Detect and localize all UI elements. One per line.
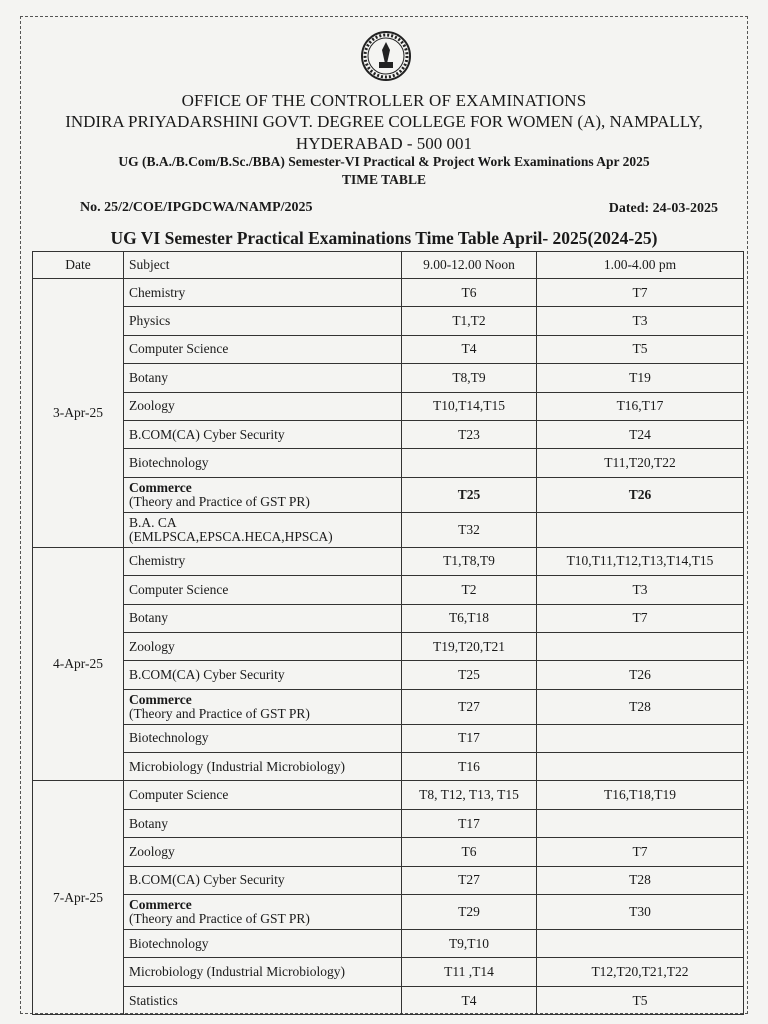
afternoon-tables-cell: T3 [537,307,744,335]
subject-cell [124,895,402,930]
afternoon-tables-cell: T19 [537,364,744,392]
subject-cell [124,689,402,724]
morning-tables-cell: T16 [402,753,537,781]
header-morning: 9.00-12.00 Noon [402,252,537,279]
document-title: TIME TABLE [342,172,426,187]
morning-tables-cell: T19,T20,T21 [402,632,537,660]
subject-name: Commerce [129,897,192,913]
morning-tables-cell: T8, T12, T13, T15 [402,781,537,809]
table-row [33,477,744,512]
subject-cell [124,477,402,512]
morning-tables-cell: T1,T8,T9 [402,547,537,575]
table-row [33,576,744,604]
issue-date: Dated: 24-03-2025 [608,201,718,216]
morning-tables-cell: T32 [402,512,537,547]
subject-cell: B.COM(CA) Cyber Security [124,420,402,448]
afternoon-tables-cell: T26 [537,477,744,512]
subject-cell: Chemistry [124,547,402,575]
subject-cell [124,512,402,547]
table-row [33,547,744,575]
subject-detail: (Theory and Practice of GST PR) [129,705,310,721]
subject-cell: Botany [124,364,402,392]
table-row [33,895,744,930]
table-row [33,958,744,986]
subject-cell: Computer Science [124,576,402,604]
date-cell: 4-Apr-25 [33,547,124,781]
table-row [33,632,744,660]
afternoon-tables-cell: T11,T20,T22 [537,449,744,477]
subject-name: B.A. CA [129,514,177,530]
subject-detail: (EMLPSCA,EPSCA.HECA,HPSCA) [129,528,333,544]
college-seal-icon [360,30,412,82]
afternoon-tables-cell: T16,T17 [537,392,744,420]
morning-tables-cell: T11 ,T14 [402,958,537,986]
subject-cell: Biotechnology [124,449,402,477]
table-row [33,724,744,752]
table-row [33,512,744,547]
afternoon-tables-cell: T30 [537,895,744,930]
afternoon-tables-cell [537,809,744,837]
afternoon-tables-cell: T10,T11,T12,T13,T14,T15 [537,547,744,575]
table-row [33,335,744,363]
morning-tables-cell: T1,T2 [402,307,537,335]
table-row [33,364,744,392]
subject-cell: Zoology [124,392,402,420]
table-row [33,279,744,307]
morning-tables-cell: T27 [402,866,537,894]
afternoon-tables-cell: T28 [537,866,744,894]
afternoon-tables-cell: T26 [537,661,744,689]
table-header-row [33,252,744,279]
table-row [33,661,744,689]
afternoon-tables-cell: T5 [537,986,744,1014]
afternoon-tables-cell: T7 [537,279,744,307]
date-cell: 3-Apr-25 [33,279,124,548]
subject-cell: Statistics [124,986,402,1014]
table-row [33,604,744,632]
afternoon-tables-cell: T16,T18,T19 [537,781,744,809]
subject-cell: Biotechnology [124,930,402,958]
morning-tables-cell [402,449,537,477]
table-row [33,986,744,1014]
morning-tables-cell: T25 [402,661,537,689]
morning-tables-cell: T17 [402,724,537,752]
table-row [33,809,744,837]
table-row [33,307,744,335]
table-row [33,689,744,724]
afternoon-tables-cell: T3 [537,576,744,604]
timetable [32,251,744,1015]
morning-tables-cell: T29 [402,895,537,930]
subject-name: Commerce [129,479,192,495]
morning-tables-cell: T2 [402,576,537,604]
afternoon-tables-cell: T7 [537,604,744,632]
morning-tables-cell: T8,T9 [402,364,537,392]
table-row [33,866,744,894]
afternoon-tables-cell [537,724,744,752]
exam-title: UG (B.A./B.Com/B.Sc./BBA) Semester-VI Practical & Project Work Examinations Apr 2025 [118,154,650,169]
afternoon-tables-cell: T24 [537,420,744,448]
header-afternoon: 1.00-4.00 pm [537,252,744,279]
subject-detail: (Theory and Practice of GST PR) [129,493,310,509]
college-name: INDIRA PRIYADARSHINI GOVT. DEGREE COLLEGE FOR WOMEN (A), NAMPALLY, [65,112,703,131]
table-title: UG VI Semester Practical Examinations Time Table April- 2025(2024-25) [110,228,658,248]
header-date: Date [33,252,124,279]
afternoon-tables-cell [537,753,744,781]
afternoon-tables-cell [537,930,744,958]
subject-cell: Biotechnology [124,724,402,752]
subject-cell: Physics [124,307,402,335]
subject-cell: Computer Science [124,335,402,363]
morning-tables-cell: T23 [402,420,537,448]
afternoon-tables-cell: T5 [537,335,744,363]
subject-cell: Zoology [124,838,402,866]
afternoon-tables-cell: T7 [537,838,744,866]
table-row [33,838,744,866]
subject-cell: Computer Science [124,781,402,809]
reference-number: No. 25/2/COE/IPGDCWA/NAMP/2025 [80,200,313,215]
college-city: HYDERABAD - 500 001 [295,134,473,153]
morning-tables-cell: T25 [402,477,537,512]
subject-cell: Zoology [124,632,402,660]
table-row [33,930,744,958]
office-title: OFFICE OF THE CONTROLLER OF EXAMINATIONS [181,91,587,110]
table-row [33,420,744,448]
subject-name: Commerce [129,691,192,707]
subject-cell: Botany [124,604,402,632]
date-cell: 7-Apr-25 [33,781,124,1015]
morning-tables-cell: T6,T18 [402,604,537,632]
morning-tables-cell: T17 [402,809,537,837]
morning-tables-cell: T27 [402,689,537,724]
morning-tables-cell: T6 [402,838,537,866]
afternoon-tables-cell [537,632,744,660]
table-row [33,753,744,781]
morning-tables-cell: T10,T14,T15 [402,392,537,420]
subject-cell: Botany [124,809,402,837]
header-subject: Subject [124,252,402,279]
subject-cell: Chemistry [124,279,402,307]
morning-tables-cell: T9,T10 [402,930,537,958]
subject-cell: Microbiology (Industrial Microbiology) [124,958,402,986]
subject-cell: Microbiology (Industrial Microbiology) [124,753,402,781]
afternoon-tables-cell: T28 [537,689,744,724]
morning-tables-cell: T4 [402,335,537,363]
subject-detail: (Theory and Practice of GST PR) [129,911,310,927]
table-row [33,781,744,809]
afternoon-tables-cell: T12,T20,T21,T22 [537,958,744,986]
subject-cell: B.COM(CA) Cyber Security [124,661,402,689]
morning-tables-cell: T4 [402,986,537,1014]
afternoon-tables-cell [537,512,744,547]
table-row [33,449,744,477]
subject-cell: B.COM(CA) Cyber Security [124,866,402,894]
table-row [33,392,744,420]
morning-tables-cell: T6 [402,279,537,307]
